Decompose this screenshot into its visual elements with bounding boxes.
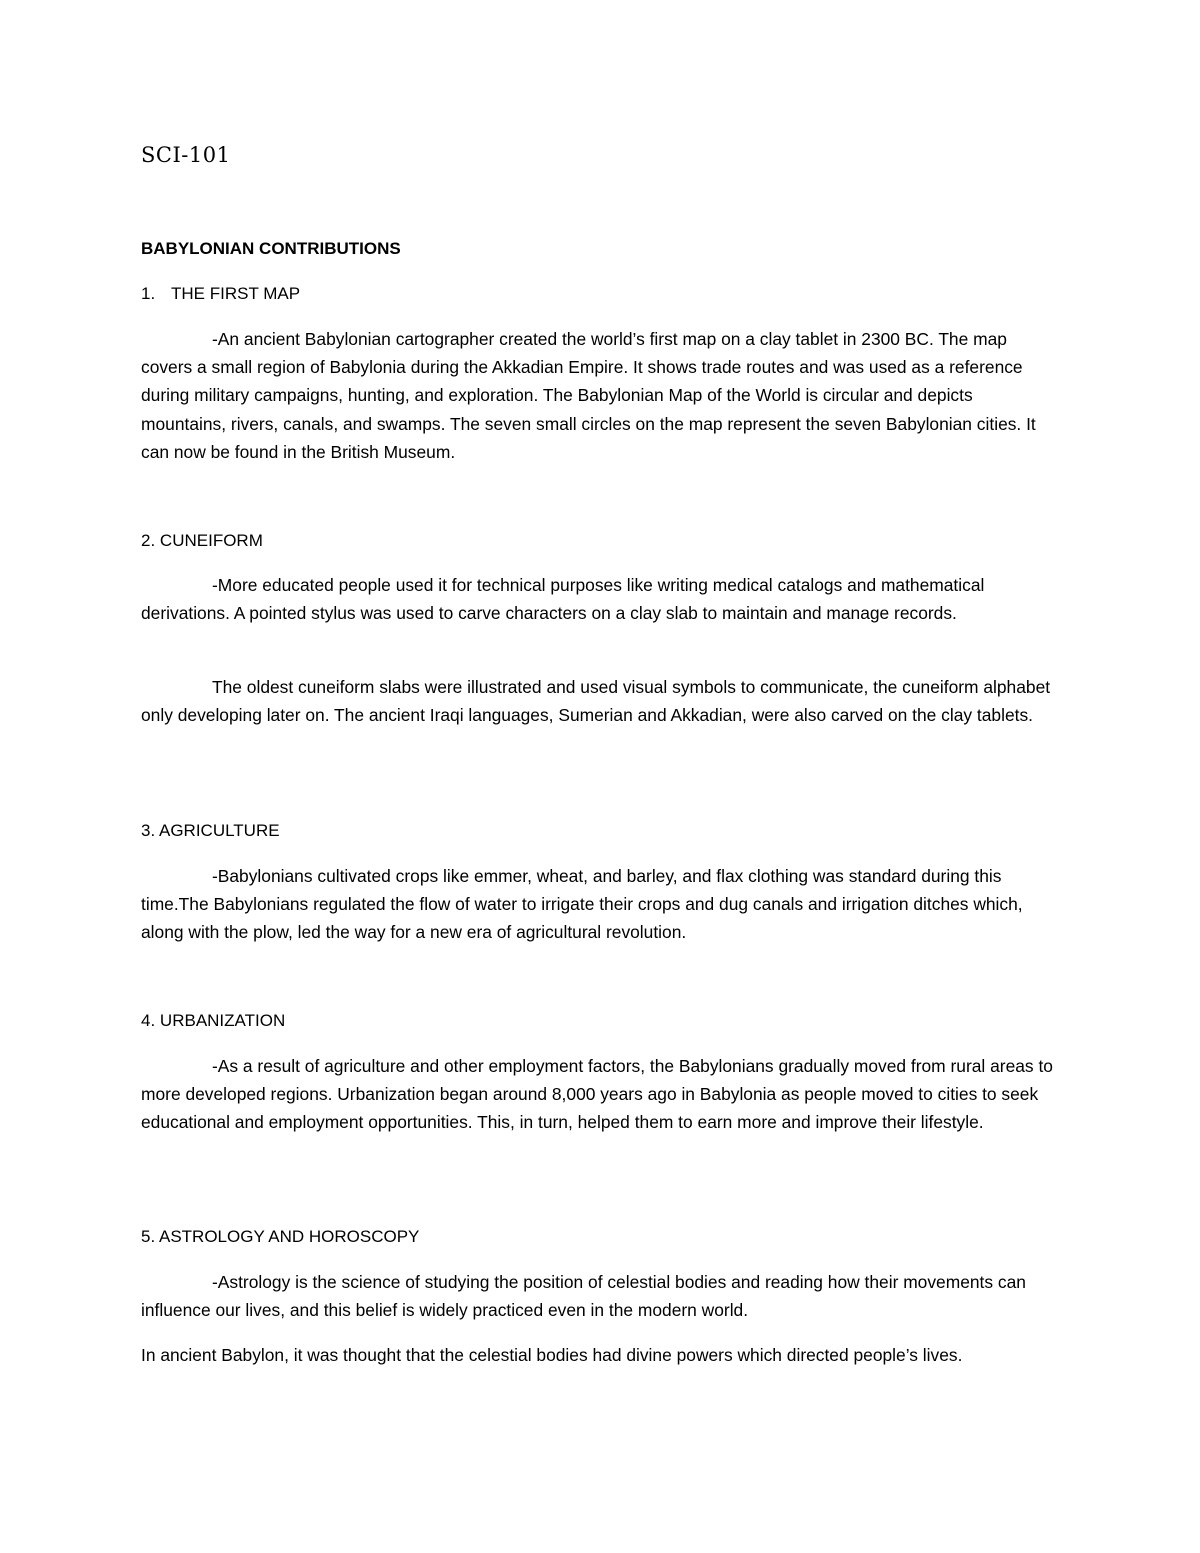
paragraph-agriculture	[141, 862, 1061, 947]
paragraph-text: -An ancient Babylonian cartographer created the world’s first map on a clay tablet in 2300 BC. The map covers a small region of Babylonia during the Akkadian Empire. It shows trade routes and was used as a reference during military campaigns, hunting, and exploration. The Babylonian Map of the World is circular and depicts mountains, rivers, canals, and swamps. The seven small circles on the map represent the seven Babylonian cities. It can now be found in the British Museum.	[141, 329, 1036, 462]
paragraph-cuneiform-1	[141, 571, 1061, 627]
section-heading-first-map	[141, 284, 300, 304]
paragraph-astrology-1	[141, 1268, 1061, 1324]
paragraph-text: -More educated people used it for technical purposes like writing medical catalogs and mathematical derivations. A pointed stylus was used to carve characters on a clay slab to maintain and manage records.	[141, 575, 985, 624]
section-title: AGRICULTURE	[158, 821, 280, 840]
paragraph-text: -Astrology is the science of studying the position of celestial bodies and reading how their movements can influence our lives, and this belief is widely practiced even in the modern world.	[141, 1272, 1026, 1321]
document-title: BABYLONIAN CONTRIBUTIONS	[141, 239, 401, 258]
section-title: URBANIZATION	[159, 1011, 286, 1030]
section-number: 3.	[141, 821, 156, 840]
section-heading-astrology	[141, 1227, 419, 1247]
section-number: 1.	[141, 284, 156, 303]
paragraph-text: The oldest cuneiform slabs were illustrated and used visual symbols to communicate, the cuneiform alphabet only developing later on. The ancient Iraqi languages, Sumerian and Akkadian, were also carved on the clay tablets.	[141, 677, 1051, 726]
section-heading-cuneiform	[141, 531, 263, 551]
section-number: 5.	[141, 1227, 156, 1246]
section-title: ASTROLOGY AND HOROSCOPY	[158, 1227, 420, 1246]
section-title: CUNEIFORM	[159, 531, 263, 550]
paragraph-text: -As a result of agriculture and other employment factors, the Babylonians gradually moved from rural areas to more developed regions. Urbanization began around 8,000 years ago in Babylonia as people moved to cities to seek educational and employment opportunities. This, in turn, helped them to earn more and improve their lifestyle.	[141, 1056, 1053, 1133]
section-number: 2.	[141, 531, 156, 550]
paragraph-cuneiform-2	[141, 673, 1061, 729]
paragraph-urbanization	[141, 1052, 1061, 1137]
course-code: SCI-101	[141, 143, 231, 167]
paragraph-astrology-2	[141, 1341, 1061, 1369]
section-title: THE FIRST MAP	[171, 284, 301, 303]
paragraph-text: -Babylonians cultivated crops like emmer, wheat, and barley, and flax clothing was standard during this time.The Babylonians regulated the flow of water to irrigate their crops and dug canals and irrigation ditches which, along with the plow, led the way for a new era of agricultural revolution.	[141, 866, 1023, 943]
section-number: 4.	[141, 1011, 156, 1030]
section-heading-agriculture	[141, 821, 280, 841]
paragraph-text: In ancient Babylon, it was thought that the celestial bodies had divine powers which directed people’s lives.	[141, 1345, 963, 1365]
paragraph-first-map	[141, 325, 1061, 466]
section-heading-urbanization	[141, 1011, 285, 1031]
